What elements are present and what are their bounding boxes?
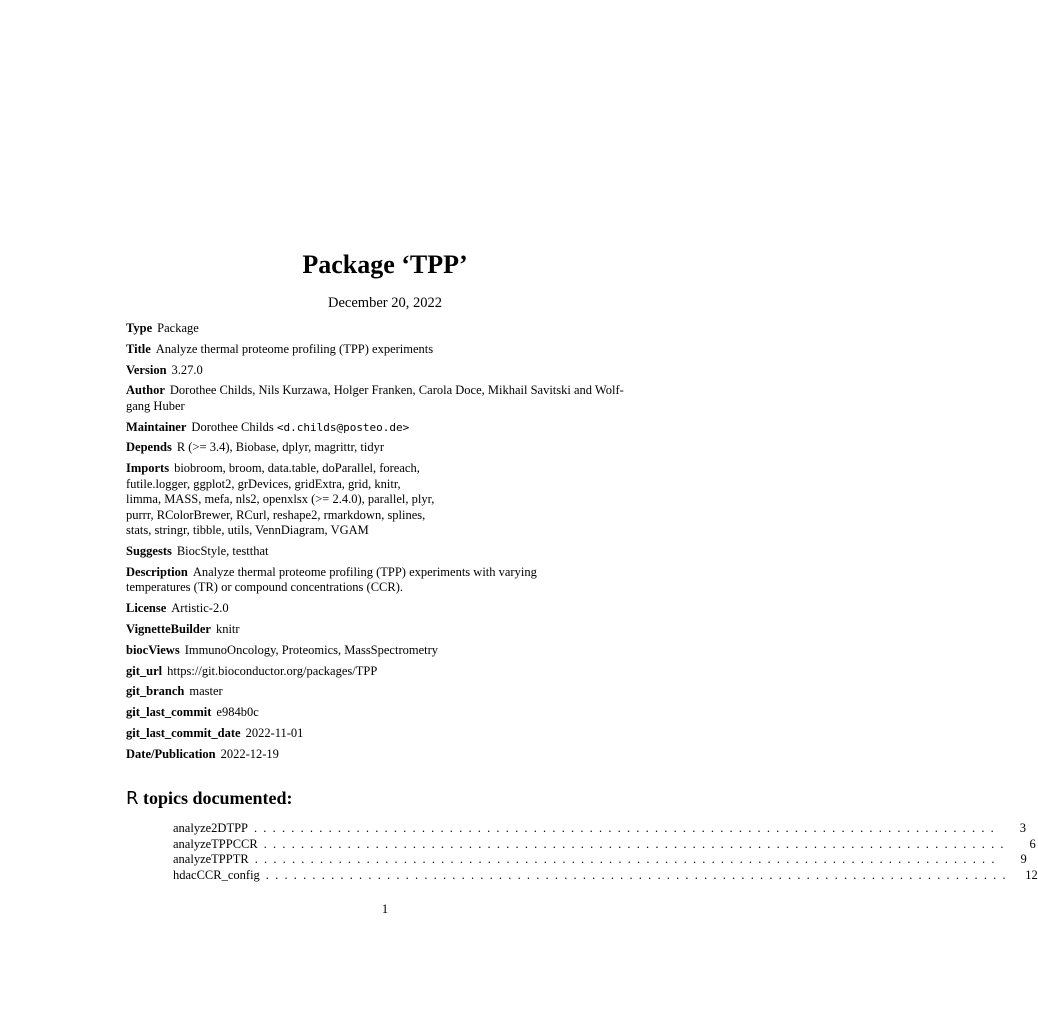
field-value: [189, 684, 222, 698]
toc-entry-page[interactable]: 6: [1029, 836, 1036, 851]
field-value-line: master: [189, 684, 223, 699]
toc-entry-name[interactable]: analyzeTPPCCR: [173, 836, 258, 851]
field-key: Suggests: [126, 544, 172, 559]
field-row: [126, 643, 646, 659]
field-value-line: 2022-12-19: [220, 746, 279, 761]
field-row: [126, 664, 646, 680]
field-row: [126, 726, 646, 742]
field-row: [126, 601, 646, 617]
table-of-contents: [173, 821, 1038, 884]
page-number: 1: [381, 902, 389, 916]
topics-heading: [126, 788, 293, 809]
field-value-line: Dorothee Childs <d.childs@posteo.de>: [191, 419, 410, 434]
field-value-line: 2022-11-01: [245, 725, 304, 740]
field-row: [126, 565, 646, 596]
field-value-line: Analyze thermal proteome profiling (TPP) experiments: [155, 341, 434, 356]
field-value: [185, 643, 438, 657]
field-row: [126, 342, 646, 358]
field-value-line: biobroom, broom, data.table, doParallel, foreach,: [174, 461, 420, 476]
field-value-line: e984b0c: [216, 705, 259, 720]
field-value: [171, 601, 228, 615]
field-value: [216, 622, 240, 636]
field-key: git_last_commit: [126, 705, 212, 720]
field-value-line: temperatures (TR) or compound concentrations (CCR).: [126, 580, 404, 595]
field-row: [126, 363, 646, 379]
field-key: Version: [126, 362, 167, 377]
field-value-line: stats, stringr, tibble, utils, VennDiagram, VGAM: [126, 523, 369, 538]
field-value-line: Analyze thermal proteome profiling (TPP) experiments with varying: [192, 564, 537, 579]
field-value-line: knitr: [215, 621, 240, 636]
field-value: [157, 321, 199, 335]
toc-entry[interactable]: [173, 852, 1027, 868]
field-row: [126, 420, 646, 436]
toc-leader-dots: ................................................................................: [253, 821, 1000, 835]
field-row: [126, 544, 646, 560]
field-value: [167, 664, 377, 678]
document-title: Package ‘TPP’: [302, 250, 468, 279]
document-date: December 20, 2022: [328, 295, 442, 311]
toc-entry-page[interactable]: 9: [1020, 852, 1027, 867]
field-value: [191, 420, 409, 434]
field-key: git_url: [126, 663, 163, 678]
field-value-line: purrr, RColorBrewer, RCurl, reshape2, rmarkdown, splines,: [126, 507, 426, 522]
field-value-line: Package: [157, 321, 199, 335]
field-row: [126, 440, 646, 456]
field-row: [126, 747, 646, 763]
field-key: git_branch: [126, 684, 185, 699]
toc-entry-name[interactable]: hdacCCR_config: [173, 868, 260, 883]
field-value-line: 3.27.0: [171, 362, 203, 377]
field-key: Title: [126, 341, 151, 356]
field-value-line: limma, MASS, mefa, nls2, openxlsx (>= 2.4.0), parallel, plyr,: [126, 492, 435, 507]
field-value: [156, 342, 433, 356]
field-row: [126, 321, 646, 337]
topics-heading-text: topics documented:: [143, 788, 293, 808]
toc-leader-dots: ................................................................................: [254, 852, 1001, 867]
toc-leader-dots: ................................................................................: [263, 836, 1010, 851]
field-key: git_last_commit_date: [126, 725, 241, 740]
field-key: Imports: [126, 461, 170, 476]
description-fields: [126, 321, 646, 768]
field-key: Depends: [126, 440, 172, 455]
field-value: [177, 544, 269, 558]
field-row: [126, 461, 646, 539]
toc-leader-dots: ................................................................................: [265, 868, 1012, 883]
field-key: Type: [126, 321, 153, 335]
field-key: Description: [126, 564, 188, 579]
field-value: [216, 705, 258, 719]
field-value-line: BiocStyle, testthat: [176, 544, 269, 559]
field-key: biocViews: [126, 642, 180, 657]
field-value-line: futile.logger, ggplot2, grDevices, gridExtra, grid, knitr,: [126, 476, 401, 491]
field-key: Author: [126, 383, 165, 398]
field-value: [246, 726, 304, 740]
field-value: [177, 440, 384, 454]
toc-entry-name[interactable]: analyze2DTPP: [173, 821, 248, 835]
field-row: [126, 684, 646, 700]
field-row: [126, 622, 646, 638]
field-value-line: R (>= 3.4), Biobase, dplyr, magrittr, tidyr: [176, 440, 385, 455]
field-value-line: Dorothee Childs, Nils Kurzawa, Holger Franken, Carola Doce, Mikhail Savitski and Wolf-: [169, 383, 624, 398]
toc-entry-page[interactable]: 3: [1019, 821, 1026, 835]
field-key: Maintainer: [126, 419, 187, 434]
toc-entry[interactable]: [173, 821, 1026, 837]
field-key: Date/Publication: [126, 746, 216, 761]
field-row: [126, 705, 646, 721]
field-value-line: ImmunoOncology, Proteomics, MassSpectrometry: [184, 642, 439, 657]
toc-entry-name[interactable]: analyzeTPPTR: [173, 852, 249, 867]
field-value: [221, 747, 279, 761]
field-key: License: [126, 601, 167, 616]
field-value: [172, 363, 203, 377]
field-value-line: gang Huber: [126, 398, 185, 413]
field-row: [126, 383, 646, 414]
field-value-line: Artistic-2.0: [171, 601, 229, 616]
toc-entry[interactable]: [173, 836, 1036, 853]
topics-heading-r: R: [126, 788, 139, 809]
toc-entry-page[interactable]: 12: [1025, 868, 1038, 883]
field-value-line: https://git.bioconductor.org/packages/TPP: [167, 663, 378, 678]
field-key: VignetteBuilder: [126, 621, 211, 636]
toc-entry[interactable]: [173, 868, 1038, 884]
